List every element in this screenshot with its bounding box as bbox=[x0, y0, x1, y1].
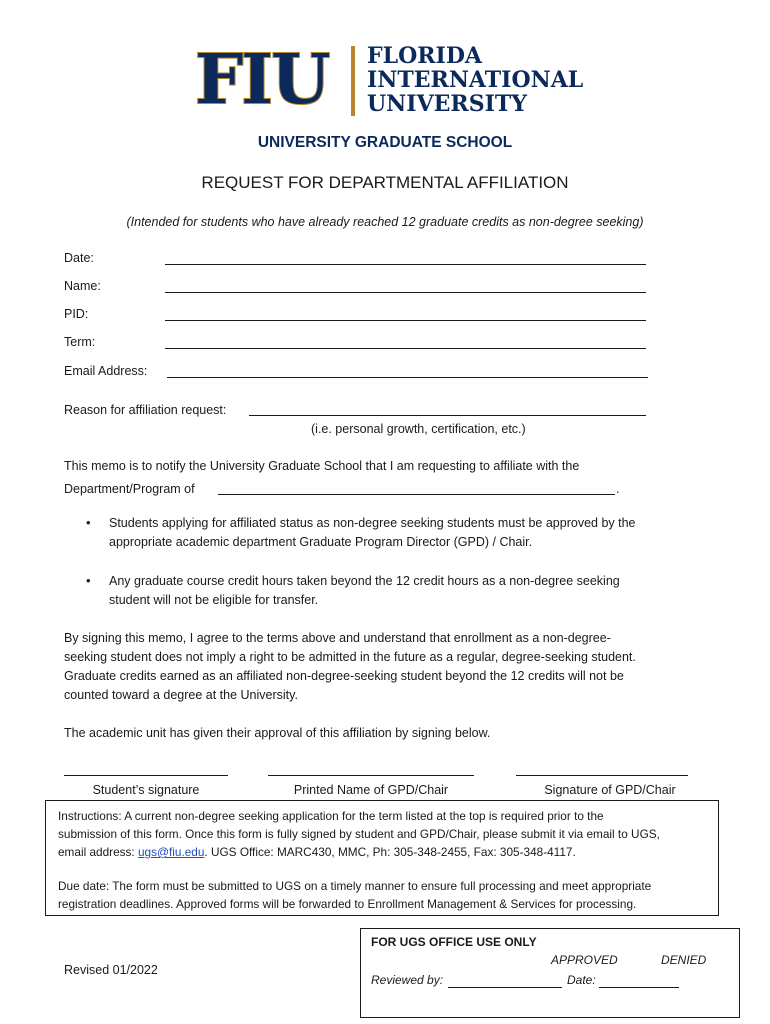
logo-line-university: UNIVERSITY bbox=[367, 91, 527, 117]
bullet-2-line-2: student will not be eligible for transfer. bbox=[109, 593, 319, 607]
student-signature-line[interactable] bbox=[64, 775, 228, 776]
instructions-box bbox=[45, 800, 719, 916]
office-date-label: Date: bbox=[567, 973, 596, 987]
instructions-office-info: . UGS Office: MARC430, MMC, Ph: 305-348-2455, Fax: 305-348-4117. bbox=[204, 845, 576, 859]
pid-label: PID: bbox=[64, 307, 89, 321]
name-field[interactable] bbox=[165, 292, 646, 293]
date-label: Date: bbox=[64, 251, 94, 265]
logo-divider bbox=[351, 46, 355, 116]
fiu-logo bbox=[195, 40, 585, 120]
form-title: REQUEST FOR DEPARTMENTAL AFFILIATION bbox=[201, 173, 569, 192]
office-use-title: FOR UGS OFFICE USE ONLY bbox=[371, 935, 537, 949]
agreement-line-4: counted toward a degree at the University. bbox=[64, 688, 298, 702]
reviewed-by-label: Reviewed by: bbox=[371, 973, 444, 987]
logo-line-florida: FLORIDA bbox=[367, 43, 482, 69]
bullet-1-line-2: appropriate academic department Graduate Program Director (GPD) / Chair. bbox=[109, 535, 533, 549]
due-date-line-1: Due date: The form must be submitted to UGS on a timely manner to ensure full processing and meet appropriate bbox=[58, 879, 652, 893]
term-label: Term: bbox=[64, 335, 96, 349]
school-name: UNIVERSITY GRADUATE SCHOOL bbox=[257, 134, 513, 151]
logo-line-international: INTERNATIONAL bbox=[367, 67, 584, 93]
term-field[interactable] bbox=[165, 348, 646, 349]
bullet-dot: • bbox=[86, 573, 91, 588]
instructions-line-2: submission of this form. Once this form is fully signed by student and GPD/Chair, please submit it via email to UGS, bbox=[58, 827, 660, 841]
office-use-box bbox=[360, 928, 740, 1018]
department-program-field[interactable] bbox=[218, 494, 615, 495]
agreement-line-1: By signing this memo, I agree to the terms above and understand that enrollment as a non-degree- bbox=[64, 631, 611, 645]
email-label: Email Address: bbox=[64, 364, 148, 378]
reason-field[interactable] bbox=[249, 415, 646, 416]
agreement-line-3: Graduate credits earned as an affiliated non-degree-seeking student beyond the 12 credits will not be bbox=[64, 669, 624, 683]
name-label: Name: bbox=[64, 279, 101, 293]
denied-option[interactable]: DENIED bbox=[661, 953, 707, 967]
agreement-line-2: seeking student does not imply a right to be admitted in the future as a regular, degree-seeking student. bbox=[64, 650, 636, 664]
memo-line-2-prefix: Department/Program of bbox=[64, 482, 195, 496]
memo-line-2-suffix: . bbox=[616, 482, 620, 496]
memo-line-1: This memo is to notify the University Graduate School that I am requesting to affiliate with the bbox=[64, 459, 580, 473]
reason-label: Reason for affiliation request: bbox=[64, 403, 227, 417]
fiu-logo-mark: FIU bbox=[195, 40, 329, 120]
bullet-dot: • bbox=[86, 515, 91, 530]
ugs-email-link[interactable]: ugs@fiu.edu bbox=[138, 845, 205, 859]
gpd-printed-name-caption: Printed Name of GPD/Chair bbox=[293, 783, 449, 797]
instructions-email-prefix: email address: bbox=[58, 845, 138, 859]
student-signature-caption: Student’s signature bbox=[92, 783, 200, 797]
email-field[interactable] bbox=[167, 377, 648, 378]
bullet-2-line-1: Any graduate course credit hours taken beyond the 12 credit hours as a non-degree seeking bbox=[109, 574, 620, 588]
instructions-line-1: Instructions: A current non-degree seeking application for the term listed at the top is required prior to the bbox=[58, 809, 604, 823]
bullet-1-line-1: Students applying for affiliated status as non-degree seeking students must be approved by the bbox=[109, 516, 636, 530]
gpd-printed-name-line[interactable] bbox=[268, 775, 474, 776]
approved-option[interactable]: APPROVED bbox=[551, 953, 618, 967]
gpd-signature-line[interactable] bbox=[516, 775, 688, 776]
gpd-signature-caption: Signature of GPD/Chair bbox=[544, 783, 676, 797]
reviewed-by-field[interactable] bbox=[448, 987, 562, 988]
revised-date: Revised 01/2022 bbox=[64, 963, 158, 977]
date-field[interactable] bbox=[165, 264, 646, 265]
instructions-line-3 bbox=[58, 844, 576, 861]
approval-text: The academic unit has given their approval of this affiliation by signing below. bbox=[64, 726, 491, 740]
due-date-line-2: registration deadlines. Approved forms will be forwarded to Enrollment Management & Services for processing. bbox=[58, 897, 637, 911]
reason-hint: (i.e. personal growth, certification, etc.) bbox=[311, 422, 526, 436]
form-subtitle: (Intended for students who have already reached 12 graduate credits as non-degree seeking) bbox=[126, 215, 644, 229]
office-date-field[interactable] bbox=[599, 987, 679, 988]
pid-field[interactable] bbox=[165, 320, 646, 321]
